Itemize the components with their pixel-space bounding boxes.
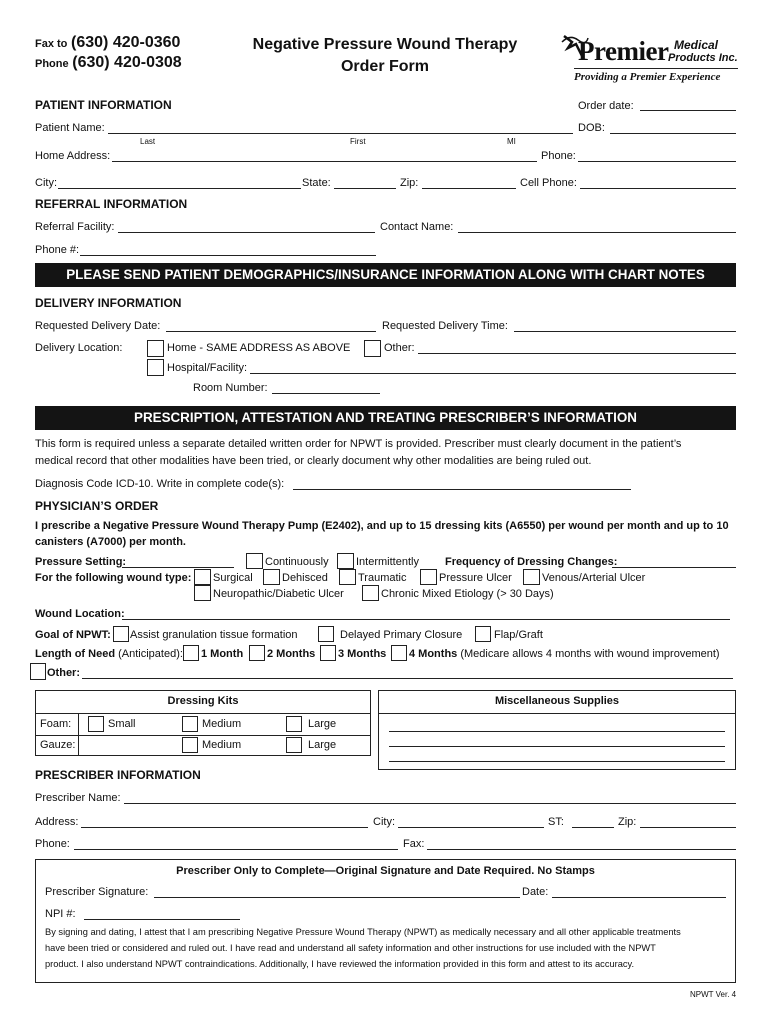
other-location-label: Other:	[384, 342, 415, 354]
city-field[interactable]	[58, 188, 301, 189]
prescriber-address-label: Address:	[35, 816, 79, 828]
prescriber-phone-label: Phone:	[35, 838, 70, 850]
diagnosis-field[interactable]	[293, 489, 631, 490]
fax-number: (630) 420-0360	[71, 34, 181, 51]
frequency-label: Frequency of Dressing Changes:	[445, 556, 618, 568]
month4-wrap	[409, 648, 720, 660]
npi-field[interactable]	[84, 919, 240, 920]
signature-box	[35, 859, 736, 983]
flap-checkbox[interactable]	[475, 626, 491, 642]
referral-facility-label: Referral Facility:	[35, 221, 115, 233]
phone-label: Phone:	[541, 150, 576, 162]
length-of-need	[35, 648, 183, 660]
prescriber-address-field[interactable]	[81, 827, 368, 828]
gauze-large-label: Large	[308, 739, 337, 751]
neuropathic-label: Neuropathic/Diabetic Ulcer	[213, 588, 344, 600]
month2-checkbox[interactable]	[249, 645, 265, 661]
demographics-banner: PLEASE SEND PATIENT DEMOGRAPHICS/INSURANCE INFORMATION ALONG WITH CHART NOTES	[35, 263, 736, 287]
signature-heading: Prescriber Only to Complete—Original Signature and Date Required. No Stamps	[176, 865, 595, 877]
hospital-field[interactable]	[250, 373, 736, 374]
mi-caption: MI	[507, 137, 516, 146]
dob-label: DOB:	[578, 122, 605, 134]
wound-location-label: Wound Location:	[35, 608, 125, 620]
other-location-field[interactable]	[418, 353, 736, 354]
dressing-kits-table	[35, 690, 371, 756]
req-delivery-date-label: Requested Delivery Date:	[35, 320, 161, 332]
fax-line	[35, 34, 180, 52]
attestation-line2: have been tried or considered and ruled out. I have read and understand all safety information and other instructions for use included with the NPWT	[45, 943, 656, 953]
delayed-label: Delayed Primary Closure	[340, 629, 463, 641]
dob-field[interactable]	[610, 133, 736, 134]
foam-small-checkbox[interactable]	[88, 716, 104, 732]
zip-field[interactable]	[422, 188, 516, 189]
req-delivery-date-field[interactable]	[166, 331, 376, 332]
foam-large-checkbox[interactable]	[286, 716, 302, 732]
misc-line-2[interactable]	[389, 746, 725, 747]
pressure-setting-label: Pressure Setting:	[35, 556, 127, 568]
pressure-setting-field[interactable]	[122, 567, 234, 568]
month4-label: 4 Months	[409, 648, 458, 660]
npi-label: NPI #:	[45, 908, 76, 920]
other-location-checkbox[interactable]	[364, 340, 381, 357]
surgical-checkbox[interactable]	[194, 569, 211, 585]
foam-large-label: Large	[308, 718, 337, 730]
month3-label: 3 Months	[338, 648, 387, 660]
phone-label: Phone	[35, 58, 69, 70]
home-address-label: Home Address:	[35, 150, 111, 162]
company-logo	[560, 28, 740, 88]
prescriber-signature-field[interactable]	[154, 897, 520, 898]
medicare-note: (Medicare allows 4 months with wound improvement)	[460, 648, 720, 660]
continuously-checkbox[interactable]	[246, 553, 263, 569]
gauze-medium-label: Medium	[202, 739, 242, 751]
pressure-ulcer-label: Pressure Ulcer	[439, 572, 512, 584]
length-anticipated: (Anticipated):	[118, 648, 183, 660]
prescriber-name-field[interactable]	[124, 803, 736, 804]
intermittently-label: Intermittently	[356, 556, 419, 568]
patient-name-label: Patient Name:	[35, 122, 105, 134]
home-label: Home - SAME ADDRESS AS ABOVE	[167, 342, 351, 354]
gauze-large-checkbox[interactable]	[286, 737, 302, 753]
prescriber-city-label: City:	[373, 816, 395, 828]
logo-name: Premier	[578, 36, 669, 66]
other-order-field[interactable]	[82, 678, 733, 679]
hospital-label: Hospital/Facility:	[167, 362, 248, 374]
assist-label: Assist granulation tissue formation	[130, 629, 298, 641]
prescriber-st-label: ST:	[548, 816, 564, 828]
order-line2: canisters (A7000) per month.	[35, 536, 186, 548]
other-order-checkbox[interactable]	[30, 663, 46, 680]
other-order-label: Other:	[47, 667, 80, 679]
home-address-field[interactable]	[112, 161, 537, 162]
prescriber-name-label: Prescriber Name:	[35, 792, 121, 804]
goal-label: Goal of NPWT:	[35, 629, 111, 641]
req-delivery-time-label: Requested Delivery Time:	[382, 320, 508, 332]
prescriber-zip-field[interactable]	[640, 827, 736, 828]
delivery-heading: DELIVERY INFORMATION	[35, 296, 182, 310]
gauze-label: Gauze:	[40, 739, 76, 751]
physician-order-heading: PHYSICIAN’S ORDER	[35, 499, 159, 513]
room-number-label: Room Number:	[193, 382, 268, 394]
diagnosis-label: Diagnosis Code ICD-10. Write in complete code(s):	[35, 478, 285, 490]
wound-location-field[interactable]	[122, 619, 730, 620]
foam-label: Foam:	[40, 718, 72, 730]
first-caption: First	[350, 137, 366, 146]
attestation-line1: By signing and dating, I attest that I am prescribing Negative Pressure Wound Therapy (NPWT) as medically necessary and all other applicable treatments	[45, 927, 681, 937]
prescriber-phone-field[interactable]	[74, 849, 398, 850]
city-label: City:	[35, 177, 57, 189]
chronic-label: Chronic Mixed Etiology (> 30 Days)	[381, 588, 554, 600]
cell-phone-label: Cell Phone:	[520, 177, 577, 189]
surgical-label: Surgical	[213, 572, 253, 584]
prescriber-signature-label: Prescriber Signature:	[45, 886, 149, 898]
referral-phone-label: Phone #:	[35, 244, 80, 256]
month1-label: 1 Month	[201, 648, 244, 660]
misc-supplies-table	[378, 690, 736, 770]
form-title-line1: Negative Pressure Wound Therapy	[252, 36, 518, 53]
intermittently-checkbox[interactable]	[337, 553, 354, 569]
signature-date-label: Date:	[522, 886, 549, 898]
wound-type-label: For the following wound type:	[35, 572, 192, 584]
prescriber-fax-field[interactable]	[427, 849, 736, 850]
chronic-checkbox[interactable]	[362, 585, 379, 601]
intro-line1: This form is required unless a separate detailed written order for NPWT is provided. Prescriber must clearly document in the patient’s	[35, 438, 682, 450]
prescriber-fax-label: Fax:	[403, 838, 425, 850]
form-version: NPWT Ver. 4	[690, 990, 737, 999]
month4-checkbox[interactable]	[391, 645, 407, 661]
signature-date-field[interactable]	[552, 897, 726, 898]
last-caption: Last	[140, 137, 156, 146]
fax-label: Fax to	[35, 38, 68, 50]
req-delivery-time-field[interactable]	[514, 331, 736, 332]
dehisced-label: Dehisced	[282, 572, 328, 584]
foam-small-label: Small	[108, 718, 136, 730]
zip-label: Zip:	[400, 177, 419, 189]
order-line1: I prescribe a Negative Pressure Wound Therapy Pump (E2402), and up to 15 dressing kits (A6550) per wound per month and up to 10	[35, 520, 729, 532]
patient-name-field[interactable]	[108, 133, 573, 134]
venous-checkbox[interactable]	[523, 569, 540, 585]
order-date-field[interactable]	[640, 110, 736, 111]
traumatic-label: Traumatic	[358, 572, 407, 584]
contact-name-field[interactable]	[458, 232, 736, 233]
pressure-ulcer-checkbox[interactable]	[420, 569, 437, 585]
logo-sub1: Medical	[674, 38, 719, 52]
hospital-checkbox[interactable]	[147, 359, 164, 376]
order-date-label: Order date:	[578, 100, 634, 112]
delivery-location-label: Delivery Location:	[35, 342, 123, 354]
logo-tagline: Providing a Premier Experience	[574, 71, 721, 83]
traumatic-checkbox[interactable]	[339, 569, 356, 585]
neuropathic-checkbox[interactable]	[194, 585, 211, 601]
gauze-medium-checkbox[interactable]	[182, 737, 198, 753]
dehisced-checkbox[interactable]	[263, 569, 280, 585]
foam-medium-label: Medium	[202, 718, 242, 730]
foam-medium-checkbox[interactable]	[182, 716, 198, 732]
length-label: Length of Need	[35, 648, 116, 660]
flap-label: Flap/Graft	[494, 629, 543, 641]
continuously-label: Continuously	[265, 556, 329, 568]
intro-line2: medical record that other modalities have been tried, or clearly document why other modalities are being ruled out.	[35, 455, 592, 467]
cell-phone-field[interactable]	[580, 188, 736, 189]
dressing-kits-heading: Dressing Kits	[167, 695, 239, 707]
contact-name-label: Contact Name:	[380, 221, 454, 233]
phone-field[interactable]	[578, 161, 736, 162]
prescriber-zip-label: Zip:	[618, 816, 637, 828]
prescriber-st-field[interactable]	[572, 827, 614, 828]
prescriber-heading: PRESCRIBER INFORMATION	[35, 768, 201, 782]
misc-supplies-heading: Miscellaneous Supplies	[494, 695, 620, 707]
referral-phone-field[interactable]	[80, 255, 376, 256]
frequency-field[interactable]	[612, 567, 736, 568]
state-label: State:	[302, 177, 331, 189]
misc-line-3[interactable]	[389, 761, 725, 762]
logo-sub2: Products Inc.	[668, 52, 738, 64]
month2-label: 2 Months	[267, 648, 316, 660]
prescription-banner: PRESCRIPTION, ATTESTATION AND TREATING PRESCRIBER’S INFORMATION	[35, 406, 736, 430]
prescriber-city-field[interactable]	[398, 827, 544, 828]
referral-facility-field[interactable]	[118, 232, 375, 233]
month1-checkbox[interactable]	[183, 645, 199, 661]
venous-label: Venous/Arterial Ulcer	[542, 572, 646, 584]
room-number-field[interactable]	[272, 393, 380, 394]
phone-number: (630) 420-0308	[72, 54, 182, 71]
patient-info-heading: PATIENT INFORMATION	[35, 98, 172, 112]
state-field[interactable]	[334, 188, 396, 189]
form-title-line2: Order Form	[340, 58, 429, 75]
delayed-checkbox[interactable]	[318, 626, 334, 642]
misc-line-1[interactable]	[389, 731, 725, 732]
home-checkbox[interactable]	[147, 340, 164, 357]
phone-line	[35, 54, 182, 72]
referral-heading: REFERRAL INFORMATION	[35, 197, 188, 211]
assist-checkbox[interactable]	[113, 626, 129, 642]
attestation-line3: product. I also understand NPWT contraindications. Additionally, I have reviewed the information provided in this form and attest to its accuracy.	[45, 959, 635, 969]
month3-checkbox[interactable]	[320, 645, 336, 661]
